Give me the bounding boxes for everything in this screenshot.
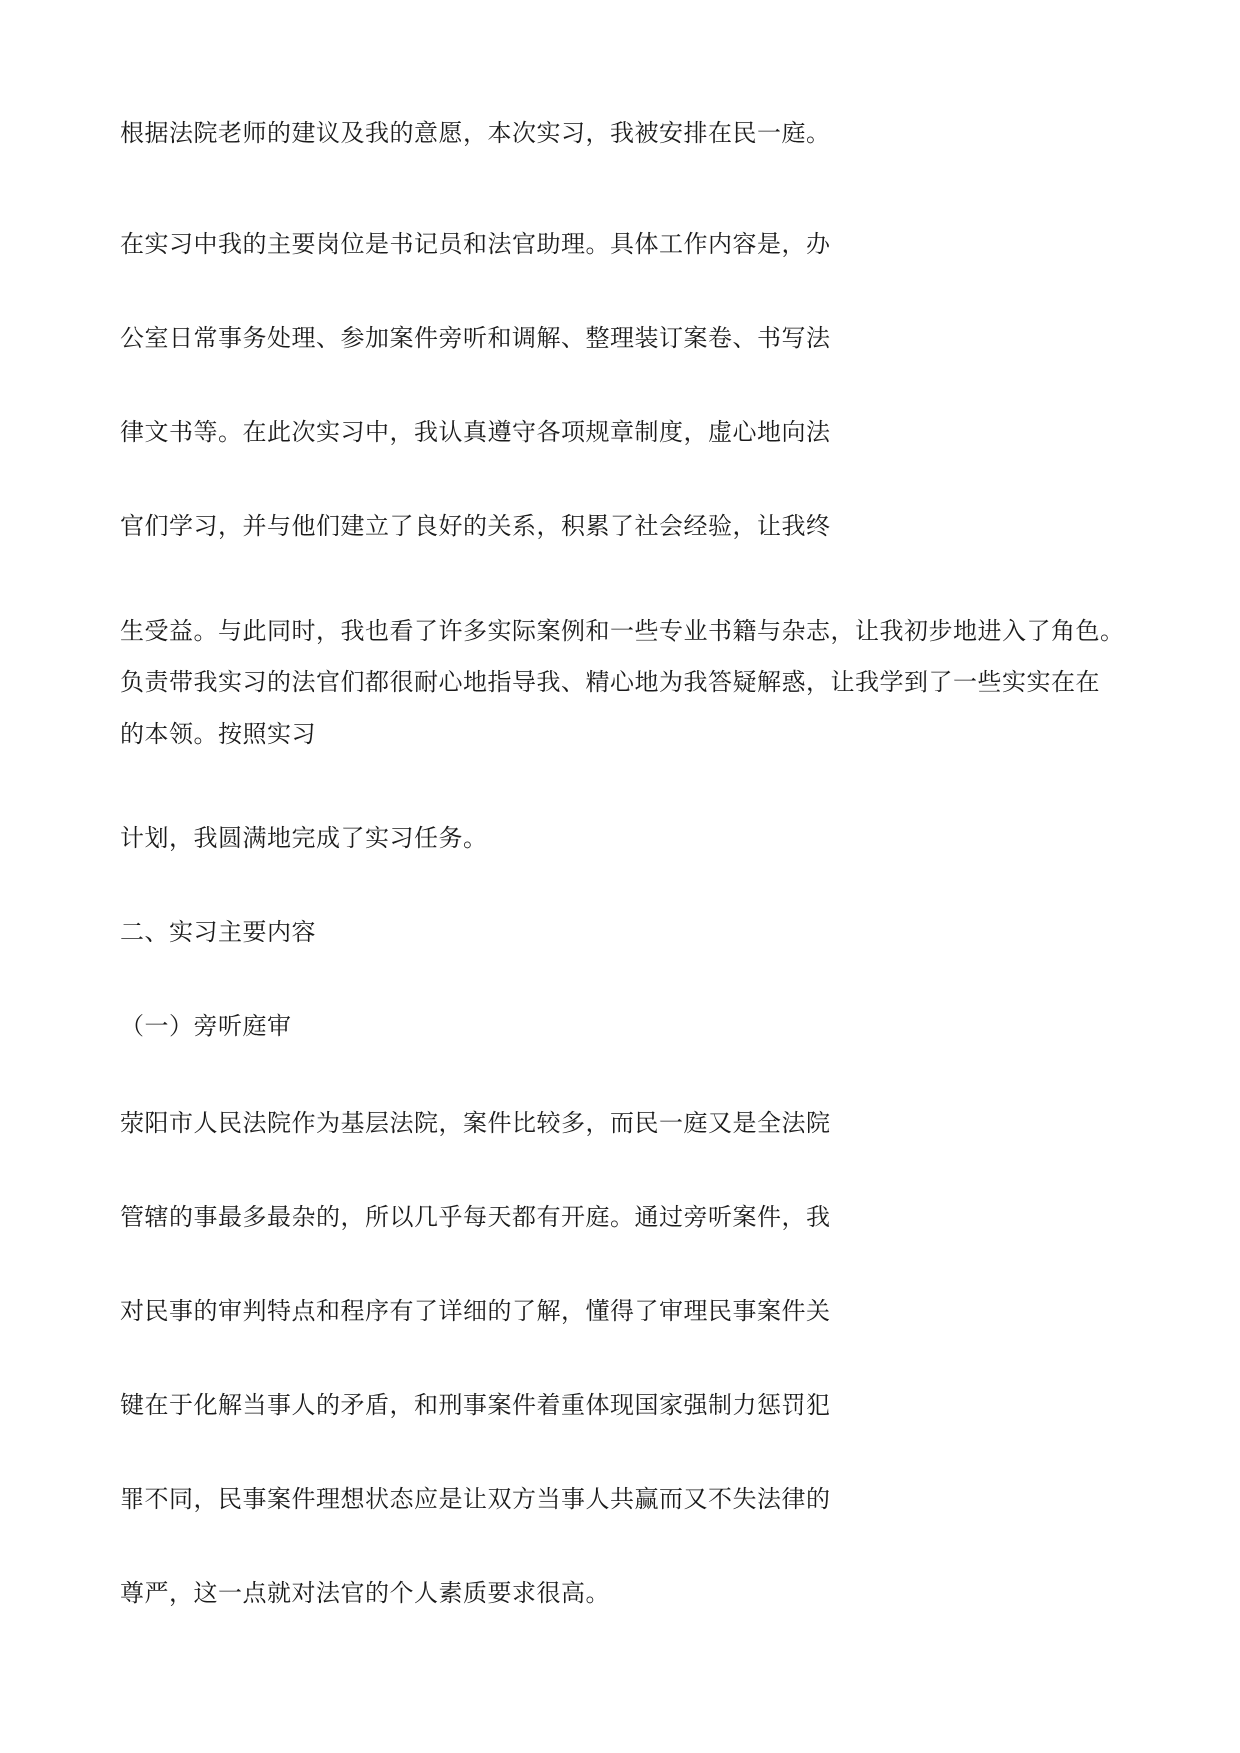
- paragraph-line-13: 键在于化解当事人的矛盾，和刑事案件着重体现国家强制力惩罚犯: [120, 1391, 831, 1419]
- paragraph-line-9: 计划，我圆满地完成了实习任务。: [120, 824, 488, 852]
- paragraph-line-11: 管辖的事最多最杂的，所以几乎每天都有开庭。通过旁听案件，我: [120, 1203, 831, 1231]
- paragraph-line-6: 生受益。与此同时，我也看了许多实际案例和一些专业书籍与杂志，让我初步地进入了角色。: [120, 617, 1125, 645]
- paragraph-line-7: 负责带我实习的法官们都很耐心地指导我、精心地为我答疑解惑，让我学到了一些实实在在: [120, 668, 1100, 696]
- section-heading: 二、实习主要内容: [120, 918, 316, 946]
- paragraph-line-8: 的本领。按照实习: [120, 720, 316, 748]
- paragraph-line-15: 尊严，这一点就对法官的个人素质要求很高。: [120, 1579, 610, 1607]
- paragraph-line-10: 荥阳市人民法院作为基层法院，案件比较多，而民一庭又是全法院: [120, 1109, 831, 1137]
- subsection-heading: （一）旁听庭审: [120, 1012, 292, 1040]
- paragraph-line-3: 公室日常事务处理、参加案件旁听和调解、整理装订案卷、书写法: [120, 324, 831, 352]
- paragraph-line-2: 在实习中我的主要岗位是书记员和法官助理。具体工作内容是，办: [120, 230, 831, 258]
- paragraph-line-14: 罪不同，民事案件理想状态应是让双方当事人共赢而又不失法律的: [120, 1485, 831, 1513]
- paragraph-line-5: 官们学习，并与他们建立了良好的关系，积累了社会经验，让我终: [120, 512, 831, 540]
- paragraph-line-12: 对民事的审判特点和程序有了详细的了解，懂得了审理民事案件关: [120, 1297, 831, 1325]
- paragraph-line-1: 根据法院老师的建议及我的意愿，本次实习，我被安排在民一庭。: [120, 119, 831, 147]
- paragraph-line-4: 律文书等。在此次实习中，我认真遵守各项规章制度，虚心地向法: [120, 418, 831, 446]
